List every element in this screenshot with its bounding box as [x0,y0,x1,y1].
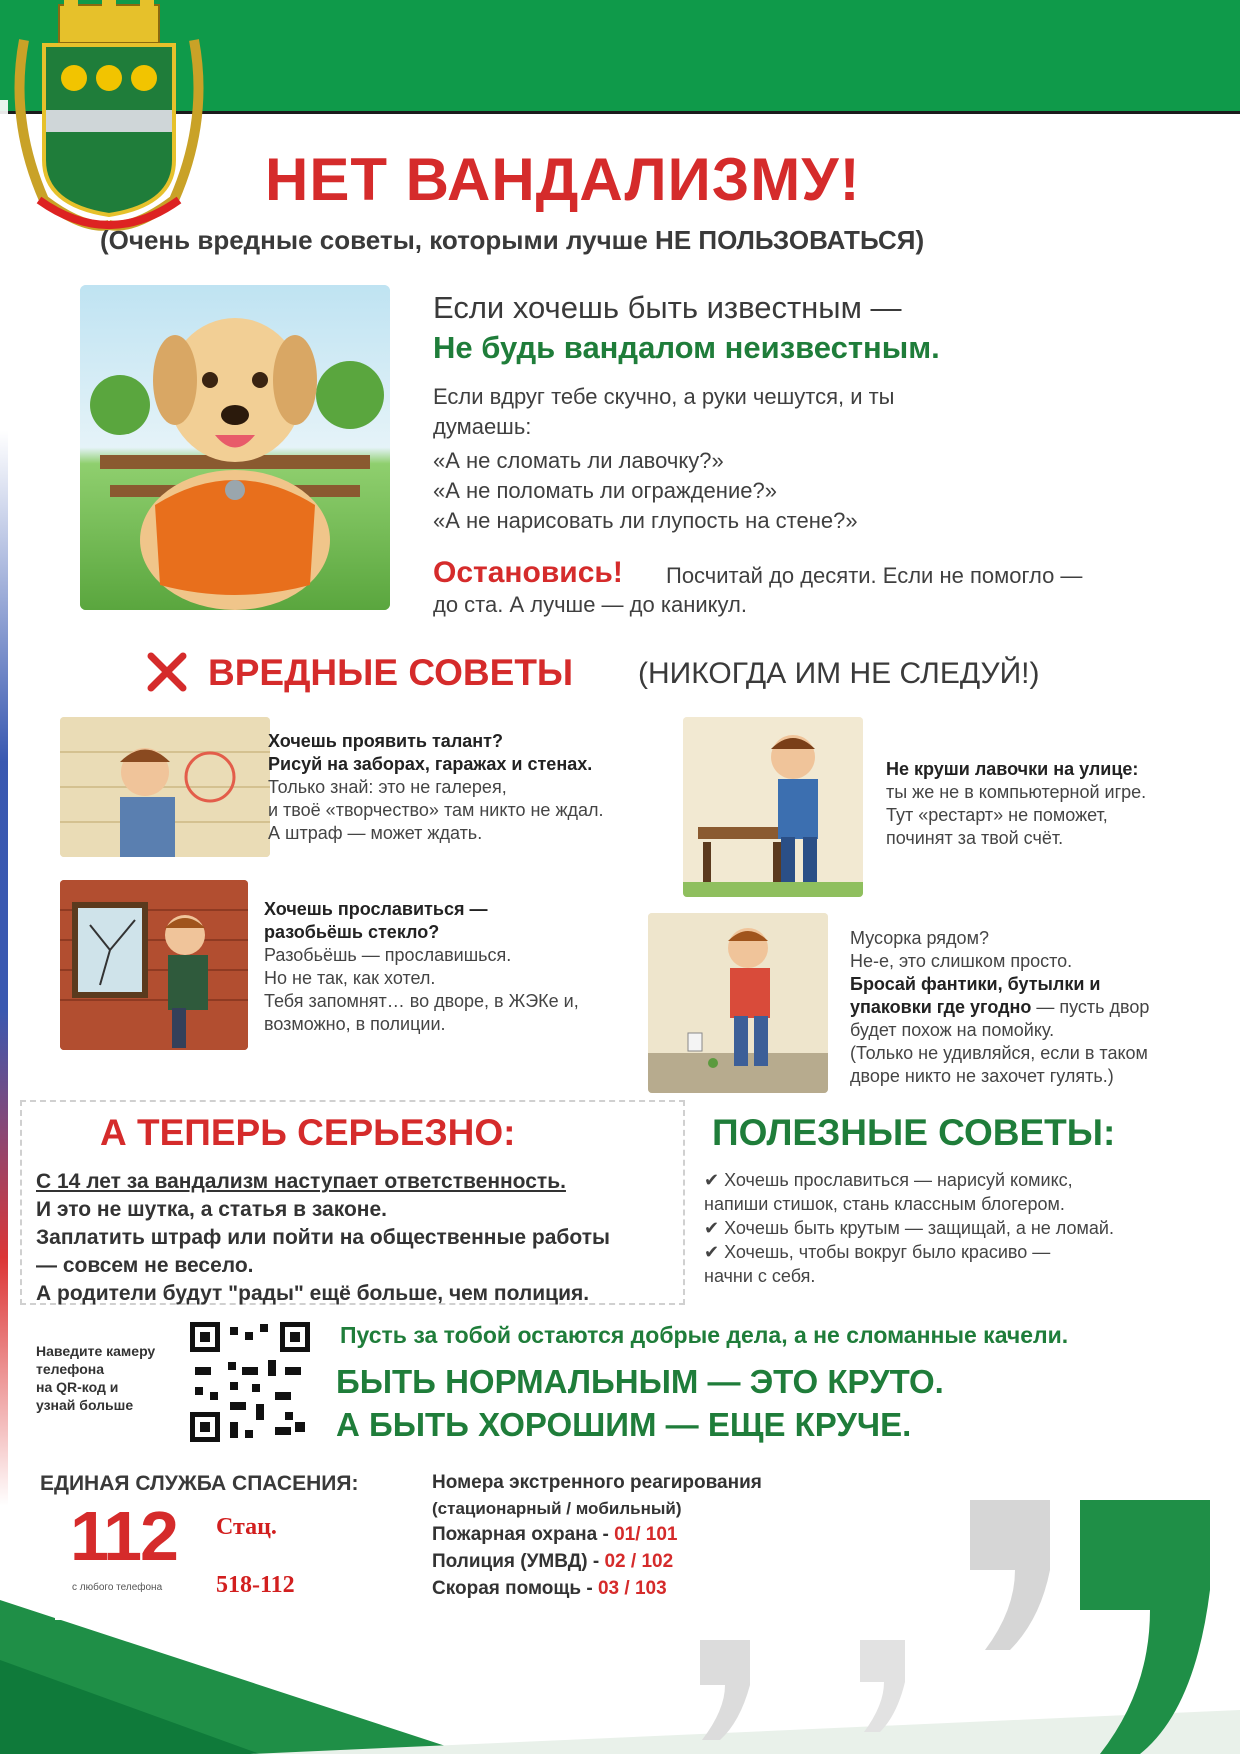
emergency-row-police [432,1551,673,1573]
coat-of-arms-emblem [4,0,214,240]
littering-boy-illustration [648,913,828,1093]
closing-normal-line-1: БЫТЬ НОРМАЛЬНЫМ — ЭТО КРУТО. [336,1363,944,1400]
tip-graffiti-bold-1: Хочешь проявить талант? [268,731,503,751]
tip-litter-text-5: (Только не удивляйся, если в таком [850,1043,1148,1063]
page-title: НЕТ ВАНДАЛИЗМУ! [265,146,861,213]
useful-line-3: ✔ Хочешь быть крутым — защищай, а не ломай. [704,1218,1114,1238]
intro-line-1: Если хочешь быть известным — [433,290,902,325]
serious-line-5: А родители будут "рады" ещё больше, чем полиция. [36,1282,590,1305]
useful-line-1: ✔ Хочешь прославиться — нарисуй комикс, [704,1170,1073,1190]
emergency-subtitle: (стационарный / мобильный) [432,1499,682,1518]
useful-tips-title: ПОЛЕЗНЫЕ СОВЕТЫ: [712,1112,1116,1153]
dog-illustration [80,285,390,610]
tip-bench-text-1: ты же не в компьютерной игре. [886,782,1147,802]
rescue-number-caption: с любого телефона [72,1582,163,1593]
tip-window-text-1: Разобьёшь — прославишься. [264,945,512,965]
stop-word: Остановись! [433,556,623,589]
emergency-row-ambulance [432,1578,667,1600]
page-subtitle: (Очень вредные советы, которыми лучше НЕ ПОЛЬЗОВАТЬСЯ) [100,225,925,255]
serious-line-3: Заплатить штраф или пойти на общественные работы [36,1226,610,1249]
tip-litter-text-4: будет похож на помойку. [850,1020,1055,1040]
question-wall: «А не нарисовать ли глупость на стене?» [433,508,858,533]
stationary-label: Стац. [216,1514,277,1540]
qr-caption [36,1342,186,1414]
emergency-title: Номера экстренного реагирования [432,1472,762,1493]
intro-line-2: Не будь вандалом неизвестным. [433,330,940,365]
emergency-row-fire [432,1524,678,1546]
intro-paragraph: Если вдруг тебе скучно, а руки чешутся, и ты думаешь: [433,384,895,439]
closing-normal-line-2: А БЫТЬ ХОРОШИМ — ЕЩЕ КРУЧЕ. [336,1406,912,1443]
qr-caption-4: узнай больше [36,1397,134,1413]
tip-graffiti-text-1: Только знай: это не галерея, [268,777,507,797]
stop-text-1: Посчитай до десяти. Если не помогло — [666,563,1083,588]
stop-text-2: до ста. А лучше — до каникул. [433,592,747,617]
serious-line-4: — совсем не весело. [36,1254,254,1277]
emergency-label-police: Полиция (УМВД) - [432,1551,600,1572]
question-bench: «А не сломать ли лавочку?» [433,448,724,473]
tip-window-bold-2: разобьёшь стекло? [264,922,440,942]
bench-breaking-boy-illustration [683,717,863,897]
tip-bench [886,758,1231,850]
closing-kind-deeds: Пусть за тобой остаются добрые дела, а не сломанные качели. [340,1322,1069,1348]
tip-window-text-2: Но не так, как хотел. [264,968,436,988]
tip-litter-bold-2: упаковки где угодно [850,997,1032,1017]
tip-bench-text-2: Тут «рестарт» не поможет, [886,805,1108,825]
emergency-number-fire[interactable]: 01/ 101 [614,1524,678,1545]
tip-litter-bold-1: Бросай фантики, бутылки и [850,974,1101,994]
emergency-number-police[interactable]: 02 / 102 [604,1551,674,1572]
bad-tips-subtitle: (НИКОГДА ИМ НЕ СЛЕДУЙ!) [638,657,1040,690]
stationary-number[interactable]: 518-112 [216,1572,295,1598]
serious-line-1: С 14 лет за вандализм наступает ответственность. [36,1170,566,1193]
qr-code[interactable] [190,1322,310,1442]
bad-tips-title: ВРЕДНЫЕ СОВЕТЫ [208,652,574,693]
tip-window [264,898,644,1036]
emergency-number-ambulance[interactable]: 03 / 103 [597,1578,667,1599]
serious-line-2: И это не шутка, а статья в законе. [36,1198,387,1221]
rescue-title: ЕДИНАЯ СЛУЖБА СПАСЕНИЯ: [40,1472,359,1495]
tip-bench-bold-1: Не круши лавочки на улице: [886,759,1139,779]
question-fence: «А не поломать ли ограждение?» [433,478,777,503]
tip-litter-text-2: Не-е, это слишком просто. [850,951,1073,971]
serious-title: А ТЕПЕРЬ СЕРЬЕЗНО: [100,1112,516,1153]
tip-window-bold-1: Хочешь прославиться — [264,899,488,919]
useful-line-2: напиши стишок, стань классным блогером. [704,1194,1065,1214]
qr-caption-2: телефона [36,1361,104,1377]
tip-window-text-4: возможно, в полиции. [264,1014,446,1034]
window-breaking-boy-illustration [60,880,248,1050]
tip-graffiti-bold-2: Рисуй на заборах, гаражах и стенах. [268,754,593,774]
qr-caption-1: Наведите камеру [36,1343,156,1359]
tip-litter [850,927,1220,1088]
tip-window-text-3: Тебя запомнят… во дворе, в ЖЭКе и, [264,991,579,1011]
tip-bench-text-3: починят за твой счёт. [886,828,1064,848]
rescue-number[interactable]: 112 [70,1497,177,1575]
tip-litter-text-6: дворе никто не захочет гулять.) [850,1066,1114,1086]
tip-graffiti [268,730,678,845]
useful-line-4: ✔ Хочешь, чтобы вокруг было красиво — [704,1242,1051,1262]
tip-litter-text-1: Мусорка рядом? [850,928,989,948]
useful-tips-text [704,1168,1224,1288]
graffiti-boy-illustration [60,717,270,857]
emergency-label-fire: Пожарная охрана - [432,1524,609,1545]
tip-graffiti-text-2: и твоё «творчество» там никто не ждал. [268,800,604,820]
useful-line-5: начни с себя. [704,1266,816,1286]
serious-text [36,1168,681,1308]
emergency-label-ambulance: Скорая помощь - [432,1578,593,1599]
tip-litter-text-3: — пусть двор [1031,997,1150,1017]
qr-caption-3: на QR-код и [36,1379,119,1395]
cross-icon [145,650,189,694]
tip-graffiti-text-3: А штраф — может ждать. [268,823,483,843]
